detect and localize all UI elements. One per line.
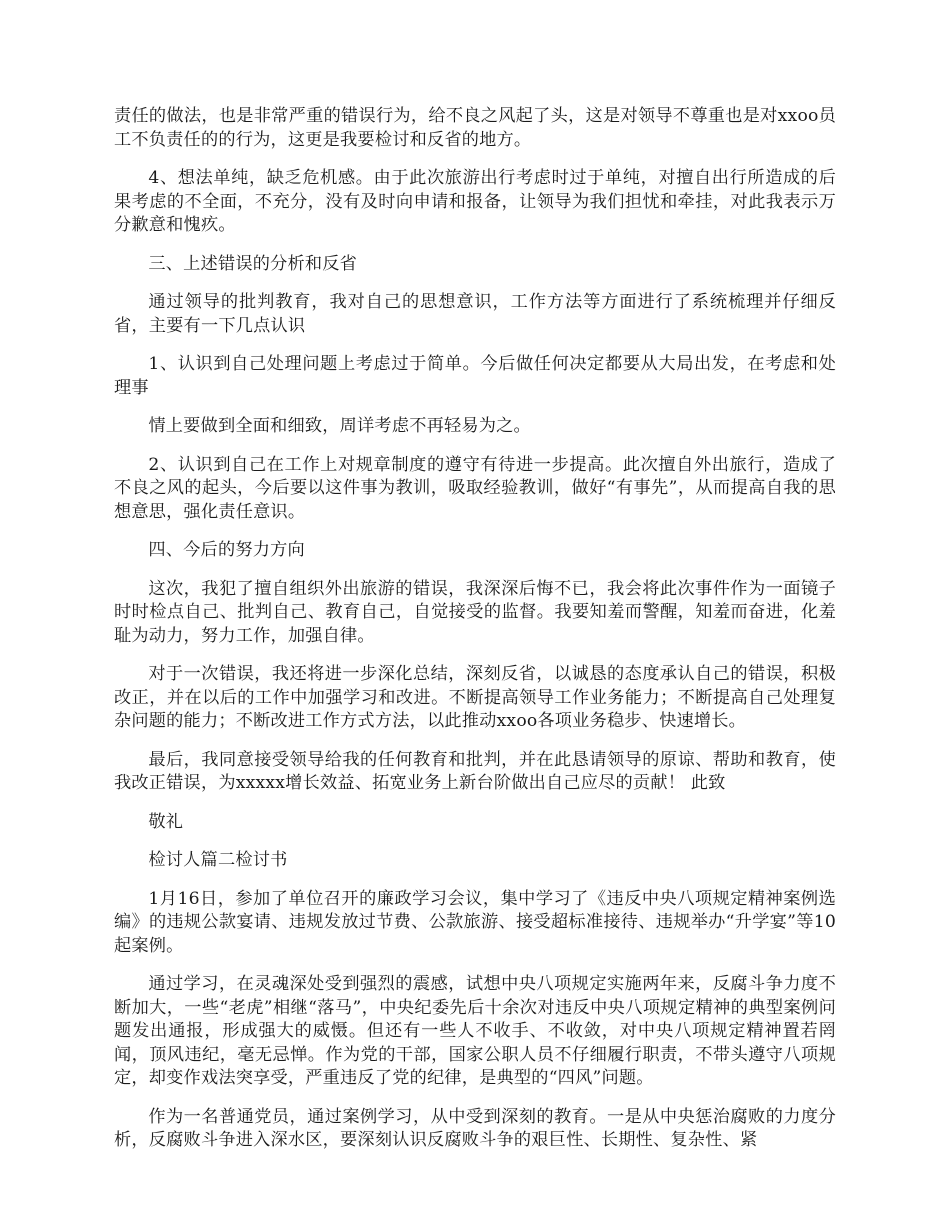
paragraph-2: 4、想法单纯，缺乏危机感。由于此次旅游出行考虑时过于单纯，对擅自出行所造成的后果考虑的不全面，不充分，没有及时向申请和报备，让领导为我们担忧和牵挂，对此我表示万分歉意和愧疚。 xyxy=(114,168,836,235)
section-heading-3: 三、上述错误的分析和反省 xyxy=(148,253,358,274)
paragraph-6: 情上要做到全面和细致，周详考虑不再轻易为之。 xyxy=(148,416,531,436)
paragraph-14: 1月16日，参加了单位召开的廉政学习会议，集中学习了《违反中央八项规定精神案例选编》的违规公款宴请、违规发放过节费、公款旅游、接受超标准接待、违规举办“升学宴”等10起案例。 xyxy=(114,888,836,956)
section-heading-4: 四、今后的努力方向 xyxy=(148,540,305,560)
paragraph-5: 1、认识到自己处理问题上考虑过于简单。今后做任何决定都要从大局出发，在考虑和处理事 xyxy=(114,354,836,398)
document-page xyxy=(114,105,836,1168)
paragraph-7: 2、认识到自己在工作上对规章制度的遵守有待进一步提高。此次擅自外出旅行，造成了不良之风的起头，今后要以这件事为教训，吸取经验教训，做好“有事先”，从而提高自我的思想意思，强化责任意识。 xyxy=(114,454,836,522)
closing-salutation: 敬礼 xyxy=(148,811,184,832)
paragraph-10: 对于一次错误，我还将进一步深化总结，深刻反省，以诚恳的态度承认自己的错误，积极改正，并在以后的工作中加强学习和改进。不断提高领导工作业务能力；不断提高自己处理复杂问题的能力；不断改进工作方式方法，以此推动xxoo各项业务稳步、快速增长。 xyxy=(114,664,836,731)
paragraph-9: 这次，我犯了擅自组织外出旅游的错误，我深深后悔不已，我会将此次事件作为一面镜子时时检点自己、批判自己、教育自己，自觉接受的监督。我要知羞而警醒，知羞而奋进，化羞耻为动力，努力工作，加强自律。 xyxy=(114,578,836,646)
paragraph-11: 最后，我同意接受领导给我的任何教育和批判，并在此恳请领导的原谅、帮助和教育，使我改正错误，为xxxxx增长效益、拓宽业务上新台阶做出自己应尽的贡献！ 此致 xyxy=(114,749,836,793)
paragraph-15: 通过学习，在灵魂深处受到强烈的震感，试想中央八项规定实施两年来，反腐斗争力度不断加大，一些“老虎”相继“落马”，中央纪委先后十余次对违反中央八项规定精神的典型案例问题发出通报，形成强大的威慑。但还有一些人不收手、不收敛，对中央八项规定精神置若罔闻，顶风违纪，毫无忌惮。作为党的干部，国家公职人员不仔细履行职责，不带头遵守八项规定，却变作戏法突享受，严重违反了党的纪律，是典型的“四风”问题。 xyxy=(114,974,836,1088)
paragraph-1: 责任的做法，也是非常严重的错误行为，给不良之风起了头，这是对领导不尊重也是对xxoo员工不负责任的的行为，这更是我要检讨和反省的地方。 xyxy=(114,106,836,150)
paragraph-16: 作为一名普通党员，通过案例学习，从中受到深刻的教育。一是从中央惩治腐败的力度分析，反腐败斗争进入深水区，要深刻认识反腐败斗争的艰巨性、长期性、复杂性、紧 xyxy=(114,1106,836,1150)
signature-line: 检讨人篇二检讨书 xyxy=(148,850,288,870)
paragraph-4: 通过领导的批判教育，我对自己的思想意识，工作方法等方面进行了系统梳理并仔细反省，主要有一下几点认识 xyxy=(114,292,836,336)
